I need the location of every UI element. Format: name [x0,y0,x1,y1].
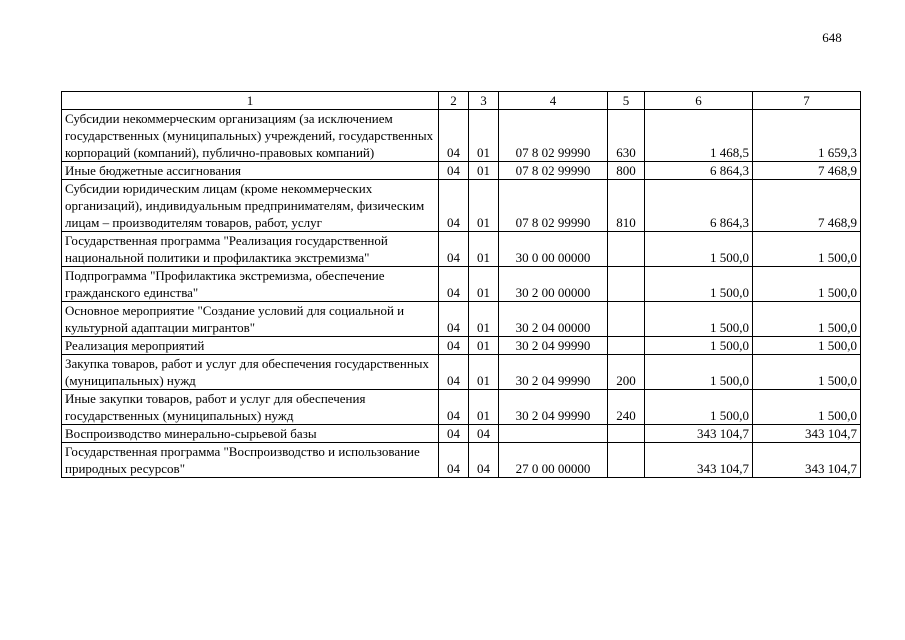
target-article-cell: 07 8 02 99990 [499,110,608,162]
table-row [62,443,861,478]
amount-1-cell: 1 500,0 [645,267,753,302]
target-article-cell: 30 2 00 00000 [499,267,608,302]
subsection-code-cell: 01 [469,180,499,232]
amount-2-cell: 1 500,0 [753,232,861,267]
table-row [62,355,861,390]
expense-type-cell [608,302,645,337]
section-code-cell: 04 [439,162,469,180]
row-name-cell: Подпрограмма "Профилактика экстремизма, обеспечение гражданского единства" [62,267,439,302]
section-code-cell: 04 [439,443,469,478]
column-header: 1 [62,92,439,110]
subsection-code-cell: 01 [469,355,499,390]
amount-2-cell: 1 500,0 [753,337,861,355]
section-code-cell: 04 [439,267,469,302]
amount-2-cell: 7 468,9 [753,162,861,180]
amount-2-cell: 1 659,3 [753,110,861,162]
row-name-cell: Субсидии юридическим лицам (кроме некоммерческих организаций), индивидуальным предпринимателям, физическим лицам – производителям товаров, работ, услуг [62,180,439,232]
subsection-code-cell: 01 [469,162,499,180]
expense-type-cell: 200 [608,355,645,390]
column-header: 2 [439,92,469,110]
table-row [62,302,861,337]
expense-type-cell: 240 [608,390,645,425]
target-article-cell: 07 8 02 99990 [499,162,608,180]
page-number: 648 [822,30,842,45]
row-name-cell: Государственная программа "Воспроизводство и использование природных ресурсов" [62,443,439,478]
amount-1-cell: 6 864,3 [645,162,753,180]
row-name-cell: Субсидии некоммерческим организациям (за исключением государственных (муниципальных) учреждений, государственных корпораций (компаний), публично-правовых компаний) [62,110,439,162]
expense-type-cell: 800 [608,162,645,180]
subsection-code-cell: 01 [469,232,499,267]
section-code-cell: 04 [439,425,469,443]
budget-table [61,91,861,478]
amount-2-cell: 1 500,0 [753,390,861,425]
column-header: 5 [608,92,645,110]
amount-2-cell: 343 104,7 [753,443,861,478]
amount-1-cell: 343 104,7 [645,443,753,478]
expense-type-cell [608,443,645,478]
section-code-cell: 04 [439,390,469,425]
row-name-cell: Иные закупки товаров, работ и услуг для обеспечения государственных (муниципальных) нужд [62,390,439,425]
expense-type-cell [608,232,645,267]
table-row [62,110,861,162]
target-article-cell: 30 0 00 00000 [499,232,608,267]
expense-type-cell: 630 [608,110,645,162]
subsection-code-cell: 01 [469,110,499,162]
row-name-cell: Реализация мероприятий [62,337,439,355]
amount-1-cell: 1 500,0 [645,302,753,337]
section-code-cell: 04 [439,180,469,232]
subsection-code-cell: 04 [469,425,499,443]
subsection-code-cell: 01 [469,390,499,425]
subsection-code-cell: 01 [469,337,499,355]
column-header: 7 [753,92,861,110]
expense-type-cell [608,425,645,443]
section-code-cell: 04 [439,110,469,162]
table-row [62,425,861,443]
section-code-cell: 04 [439,337,469,355]
amount-2-cell: 1 500,0 [753,267,861,302]
target-article-cell: 30 2 04 99990 [499,390,608,425]
table-row [62,337,861,355]
amount-2-cell: 1 500,0 [753,302,861,337]
section-code-cell: 04 [439,232,469,267]
subsection-code-cell: 01 [469,302,499,337]
table-row [62,180,861,232]
target-article-cell: 07 8 02 99990 [499,180,608,232]
section-code-cell: 04 [439,355,469,390]
table-row [62,232,861,267]
column-header: 4 [499,92,608,110]
amount-1-cell: 1 500,0 [645,390,753,425]
amount-2-cell: 343 104,7 [753,425,861,443]
row-name-cell: Основное мероприятие "Создание условий для социальной и культурной адаптации мигрантов" [62,302,439,337]
subsection-code-cell: 01 [469,267,499,302]
table-row [62,267,861,302]
amount-1-cell: 1 500,0 [645,355,753,390]
target-article-cell: 30 2 04 99990 [499,337,608,355]
expense-type-cell [608,337,645,355]
column-header: 6 [645,92,753,110]
section-code-cell: 04 [439,302,469,337]
expense-type-cell: 810 [608,180,645,232]
amount-1-cell: 343 104,7 [645,425,753,443]
table-row [62,390,861,425]
target-article-cell: 30 2 04 00000 [499,302,608,337]
table-header-row [62,92,861,110]
amount-1-cell: 1 468,5 [645,110,753,162]
target-article-cell: 30 2 04 99990 [499,355,608,390]
table-body [62,110,861,478]
subsection-code-cell: 04 [469,443,499,478]
table-row [62,162,861,180]
target-article-cell [499,425,608,443]
row-name-cell: Закупка товаров, работ и услуг для обеспечения государственных (муниципальных) нужд [62,355,439,390]
row-name-cell: Воспроизводство минерально-сырьевой базы [62,425,439,443]
column-header: 3 [469,92,499,110]
row-name-cell: Иные бюджетные ассигнования [62,162,439,180]
expense-type-cell [608,267,645,302]
amount-1-cell: 6 864,3 [645,180,753,232]
amount-2-cell: 1 500,0 [753,355,861,390]
amount-1-cell: 1 500,0 [645,232,753,267]
target-article-cell: 27 0 00 00000 [499,443,608,478]
row-name-cell: Государственная программа "Реализация государственной национальной политики и профилактика экстремизма" [62,232,439,267]
amount-1-cell: 1 500,0 [645,337,753,355]
amount-2-cell: 7 468,9 [753,180,861,232]
